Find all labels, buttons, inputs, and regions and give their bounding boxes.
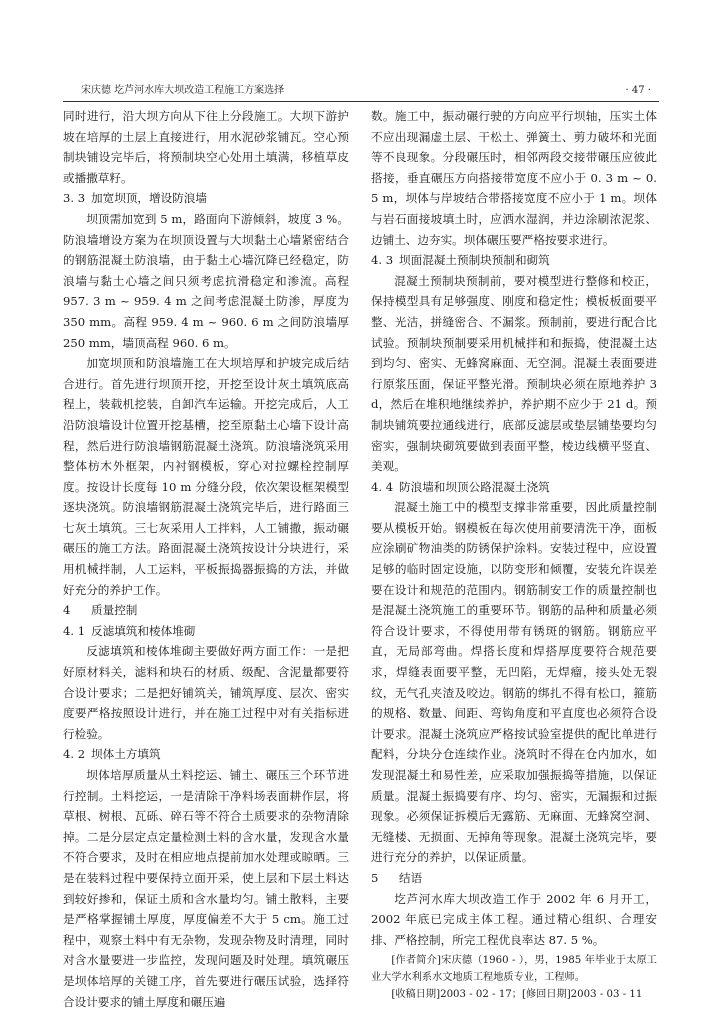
section-number: 5 <box>371 870 379 885</box>
author-bio: [作者简介]宋庆德（1960 - ），男，1985 年毕业于太原工业大学水利系水文地质工程地质专业，工程师。 <box>371 955 657 984</box>
section-number: 4. 2 <box>63 747 86 762</box>
section-heading-4-3 <box>371 250 657 271</box>
section-number: 4. 1 <box>63 623 86 638</box>
paragraph: 圪芦河水库大坝改造工作于 2002 年 6 月开工，2002 年底已完成主体工程。通过精心组织、合理安排、严格控制，所完工程优良率达 87. 5 %。 <box>371 891 657 947</box>
section-number: 3. 3 <box>63 191 86 206</box>
paragraph: 混凝土预制块预制前，要对模型进行整修和校正，保持模型具有足够强度、刚度和稳定性；模板板面要平整、光洁，拼缝密合、不漏浆。预制前，要进行配合比试验。预制块预制要采用机械拌和和振捣，使混凝土达到均匀、密实、无蜂窝麻面、无空洞。混凝土表面要进行原浆压面，保证平整光滑。预制块必须在原地养护 3 d，然后在堆积地继续养护，养护期不应少于 21 d。预制块铺筑要拉通线进行，底部反滤层或垫层铺垫要均匀密实，强制块砌筑要做到表面平整，棱边线横平竖直、美观。 <box>371 273 657 474</box>
left-column <box>63 106 349 1012</box>
paragraph: 坝体培厚质量从土料挖运、铺土、碾压三个环节进行控制。土料挖运，一是清除干净料场表面耕作层，将草根、树根、瓦砾、碎石等不符合土质要求的杂物清除掉。二是分层定点定量检测土料的含水量，发现含水量不符合要求，及时在相应地点提前加水处理或晾晒。三是在装料过程中要保持立面开采，使上层和下层土料达到较好掺和，保证土质和含水量均匀。铺土散料，主要是严格掌握铺土厚度，厚度偏差不大于 5 cm。施工过程中，观察土料中有无杂物，发现杂物及时清理，同时对含水量要进一步监控，发现问题及时处理。填筑碾压是坝体培厚的关键工序，首先要进行碾压试验，选择符合设计要求的铺土厚度和碾压遍 <box>63 768 349 1009</box>
running-header <box>63 82 659 100</box>
section-heading-3-3 <box>63 188 349 209</box>
section-title: 加宽坝顶，增设防浪墙 <box>91 191 207 206</box>
running-title: 宋庆德 圪芦河水库大坝改造工程施工方案选择 <box>81 85 285 96</box>
section-title: 结语 <box>399 870 423 885</box>
paragraph-continued: 同时进行，沿大坝方向从下往上分段施工。大坝下游护坡在培厚的土层上直接进行，用水泥砂浆铺瓦。空心预制块铺设完毕后，将预制块空心处用土填满，移植草皮或播撒草籽。 <box>63 109 349 185</box>
section-heading-5 <box>371 868 657 889</box>
paragraph: 反滤填筑和棱体堆砌主要做好两方面工作：一是把好原材料关，滤料和块石的材质、级配、含泥量都要符合设计要求；二是把好铺筑关，铺筑厚度、层次、密实度要严格按照设计进行，并在施工过程中对有关指标进行检验。 <box>63 644 349 741</box>
paragraph: 坝顶需加宽到 5 m，路面向下游倾斜，坡度 3 %。防浪墙增设方案为在坝顶设置与大坝黏土心墙紧密结合的钢筋混凝土防浪墙，由于黏土心墙沉降已经稳定，防浪墙与黏土心墙之间只须考虑抗滑稳定和渗流。高程 957. 3 m ~ 959. 4 m 之间考虑混凝土防渗，厚度为 350 mm。高程 959. 4 m ~ 960. 6 m 之间防浪墙厚 250 mm，墙顶高程 960. 6 m。 <box>63 211 349 350</box>
section-title: 坝体土方填筑 <box>91 747 161 762</box>
section-number: 4. 4 <box>371 479 394 494</box>
section-heading-4-1 <box>63 621 349 642</box>
paragraph: 混凝土施工中的模型支撑非常重要，因此质量控制要从模板开始。钢模板在每次使用前要清洗干净，面板应涂刷矿物油类的防锈保护涂料。安装过程中，应设置足够的临时固定设施，以防变形和倾覆，安装允许误差要在设计和规范的范围内。钢筋制安工作的质量控制也是混凝土浇筑施工的重要环节。钢筋的品种和质量必须符合设计要求，不得使用带有锈斑的钢筋。钢筋应平直，无局部弯曲。焊搭长度和焊搭厚度要符合规范要求，焊缝表面要平整，无凹陷，无焊瘤，接头处无裂纹，无气孔夹渣及咬边。钢筋的绑扎不得有松口，箍筋的规格、数量、间距、弯钩角度和平直度也必须符合设计要求。混凝土浇筑应严格按试验室提供的配比单进行配料，分块分仓连续作业。浇筑时不得在仓内加水，如发现混凝土和易性差，应采取加强振捣等措施，以保证质量。混凝土振捣要有序、均匀、密实，无漏振和过振现象。必须保证拆模后无露筋、无麻面、无蜂窝空洞、无缝楼、无损面、无掉角等现象。混凝土浇筑完毕，要进行充分的养护，以保证质量。 <box>371 500 657 865</box>
section-title: 坝面混凝土预制块预制和砌筑 <box>399 253 550 268</box>
section-number: 4. 3 <box>371 253 394 268</box>
page-number: · 47 · <box>625 85 651 96</box>
paragraph-continued: 数。施工中，振动碾行驶的方向应平行坝轴，压实土体不应出现漏虚土层、干松土、弹簧土、剪力破坏和光面等不良现象。分段碾压时，相邻两段交接带碾压应彼此搭接，垂直碾压方向搭接带宽度不应小于 0. 3 m ~ 0. 5 m，坝体与岸坡结合带搭接宽度不应小于 1 m。坝体与岩石面接坡填土时，应洒水湿润，并边涂刷浓泥浆、边铺土、边夯实。坝体碾压要严格按要求进行。 <box>371 109 657 247</box>
section-heading-4 <box>63 600 349 621</box>
right-column <box>371 106 657 1003</box>
section-title: 防浪墙和坝顶公路混凝土浇筑 <box>399 479 550 494</box>
section-number: 4 <box>63 603 71 618</box>
section-title: 反滤填筑和棱体堆砌 <box>91 623 196 638</box>
section-heading-4-4 <box>371 477 657 498</box>
header-rule <box>63 101 659 102</box>
section-heading-4-2 <box>63 744 349 765</box>
received-dates: [收稿日期]2003 - 02 - 17；[修回日期]2003 - 03 - 11 <box>391 989 643 1001</box>
section-title: 质量控制 <box>91 603 138 618</box>
paragraph: 加宽坝顶和防浪墙施工在大坝培厚和护坡完成后结合进行。首先进行坝顶开挖，开挖至设计灰土填筑底高程上，装载机挖装，自卸汽车运输。开挖完成后，人工沿防浪墙设计位置开挖基槽，挖至原黏土心墙下设计高程，然后进行防浪墙钢筋混凝土浇筑。防浪墙浇筑采用整体枋木外框架，内衬钢模板，穿心对拉螺栓控制厚度。按设计长度每 10 m 分缝分段，依次架设框架模型逐块浇筑。防浪墙钢筋混凝土浇筑完毕后，进行路面三七灰土填筑。三七灰采用人工拌料，人工铺撒，振动碾碾压的施工方法。路面混凝土浇筑按设计分块进行，采用机械拌制，人工运料，平板振捣器振捣的方法，并做好充分的养护工作。 <box>63 356 349 597</box>
